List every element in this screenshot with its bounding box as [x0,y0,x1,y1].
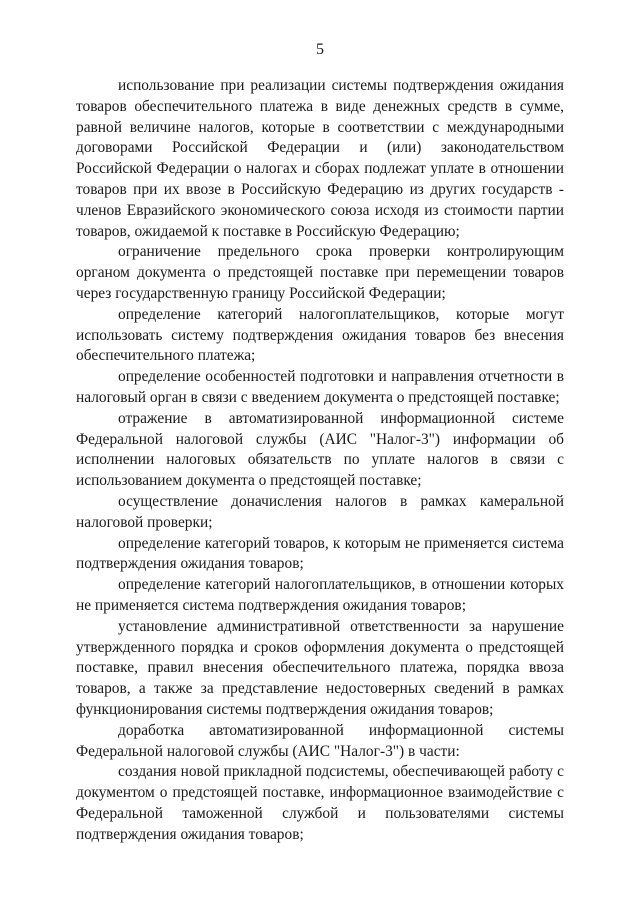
paragraph-additional-assessment: осуществление доначисления налогов в рамках камеральной налоговой проверки; [76,492,564,531]
paragraph-new-subsystem: создания новой прикладной подсистемы, обеспечивающей работу с документом о предстоящей поставке, информационное взаимодействие с Федеральной таможенной службой и пользователями системы подтверждения ожидания товаров; [76,763,564,843]
paragraph-goods-categories-excluded: определение категорий товаров, к которым не применяется система подтверждения ожидания товаров; [76,534,564,573]
paragraph-check-deadline: ограничение предельного срока проверки контролирующим органом документа о предстоящей поставке при перемещении товаров через государственную границу Российской Федерации; [76,243,564,302]
paragraph-ais-refinement: доработка автоматизированной информационной системы Федеральной налоговой службы (АИС "Налог-3") в части: [76,721,564,760]
page-number: 5 [316,41,324,58]
paragraph-administrative-liability: установление административной ответственности за нарушение утвержденного порядка и сроков оформления документа о предстоящей поставке, правил внесения обеспечительного платежа, порядка ввоза товаров, а также за представление недостоверных сведений в рамках функционирования системы подтверждения ожидания товаров; [76,617,564,718]
paragraph-taxpayer-categories-excluded: определение категорий налогоплательщиков, в отношении которых не применяется система подтверждения ожидания товаров; [76,576,564,614]
document-body [76,76,564,845]
paragraph-guarantee-payment: использование при реализации системы подтверждения ожидания товаров обеспечительного платежа в виде денежных средств в сумме, равной величине налогов, которые в соответствии с международными договорами Российской Федерации и (или) законодательством Российской Федерации о налогах и сборах подлежат уплате в отношении товаров при их ввозе в Российскую Федерацию из других государств - членов Евразийского экономического союза исходя из стоимости партии товаров, ожидаемой к поставке в Российскую Федерацию; [76,77,564,240]
paragraph-taxpayer-categories-no-payment: определение категорий налогоплательщиков, которые могут использовать систему подтверждения ожидания товаров без внесения обеспечительного платежа; [76,305,564,365]
paragraph-ais-reflection: отражение в автоматизированной информационной системе Федеральной налоговой службы (АИС "Налог-3") информации об исполнении налоговых обязательств по уплате налогов в связи с использованием документа о предстоящей поставке; [76,409,564,490]
paragraph-reporting-specifics: определение особенностей подготовки и направления отчетности в налоговый орган в связи с введением документа о предстоящей поставке; [76,368,564,406]
